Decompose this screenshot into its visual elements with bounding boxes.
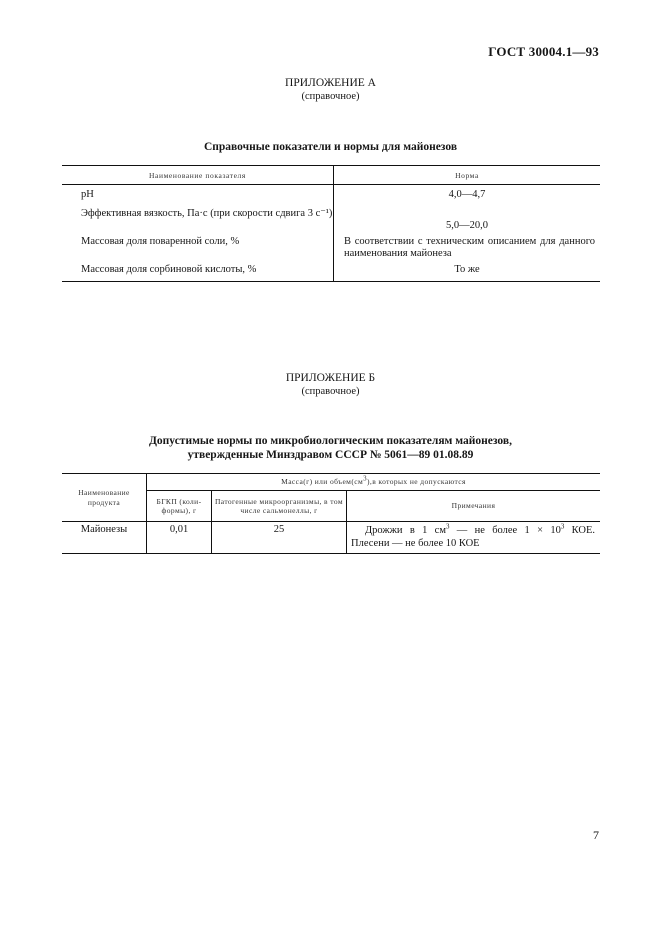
product-cell: Майонезы	[62, 522, 147, 554]
indicator-cell: Массовая доля поваренной соли, %	[62, 233, 334, 261]
document-code: ГОСТ 30004.1—93	[488, 44, 599, 59]
norm-cell: 5,0—20,0	[446, 220, 488, 231]
bgkp-cell: 0,01	[147, 522, 212, 554]
table-row	[62, 185, 600, 204]
table-row	[62, 522, 600, 554]
appendix-a-heading	[0, 77, 661, 103]
appendix-b-heading	[0, 372, 661, 398]
table-row	[62, 233, 600, 261]
microbiology-norms-table	[62, 473, 600, 554]
column-group-header: Масса(г) или $объем(см^3),в$ которых не допускаются	[147, 474, 601, 491]
appendix-b-title-line2: утвержденные Минздравом СССР № 5061—89 01.08.89	[187, 449, 474, 461]
norm-cell: 4,0—4,7	[448, 189, 486, 200]
appendix-b-title-line1: Допустимые нормы по микробиологическим показателям майонезов,	[149, 435, 512, 447]
table-row	[62, 261, 600, 282]
column-header-bgkp: БГКП (коли-формы), г	[147, 491, 212, 522]
appendix-a-label: ПРИЛОЖЕНИЕ А	[285, 77, 376, 89]
column-header-notes: Примечания	[347, 491, 601, 522]
appendix-b-label: ПРИЛОЖЕНИЕ Б	[285, 372, 376, 384]
reference-norms-table	[62, 165, 600, 282]
notes-cell: Дрожжи в 1 $см^3$ — не более $1 \times 10^3$ КОЕ. Плесени — не более 10 КОЕ	[347, 522, 601, 554]
indicator-cell: pH	[62, 185, 334, 204]
table-row	[62, 203, 600, 233]
column-header-pathogens: Патогенные микроорганизмы, в том числе сальмонеллы, г	[212, 491, 347, 522]
appendix-a-type: (справочное)	[301, 91, 360, 102]
indicator-cell: Массовая доля сорбиновой кислоты, %	[62, 261, 334, 282]
column-header-product: Наименование продукта	[62, 474, 147, 522]
column-header-norm: Норма	[334, 166, 601, 185]
norm-cell: То же	[334, 261, 601, 282]
appendix-a-title: Справочные показатели и нормы для майонезов	[203, 141, 458, 153]
appendix-b-type: (справочное)	[301, 386, 360, 397]
pathogens-cell: 25	[212, 522, 347, 554]
indicator-cell: Эффективная вязкость, Па·с (при скорости сдвига 3 с⁻¹)	[62, 203, 334, 233]
page-number: 7	[593, 828, 599, 842]
appendix-b-title	[0, 434, 661, 462]
norm-cell: В соответствии с техническим описанием для данного наименования майонеза	[344, 236, 595, 259]
column-header-indicator: Наименование показателя	[62, 166, 334, 185]
